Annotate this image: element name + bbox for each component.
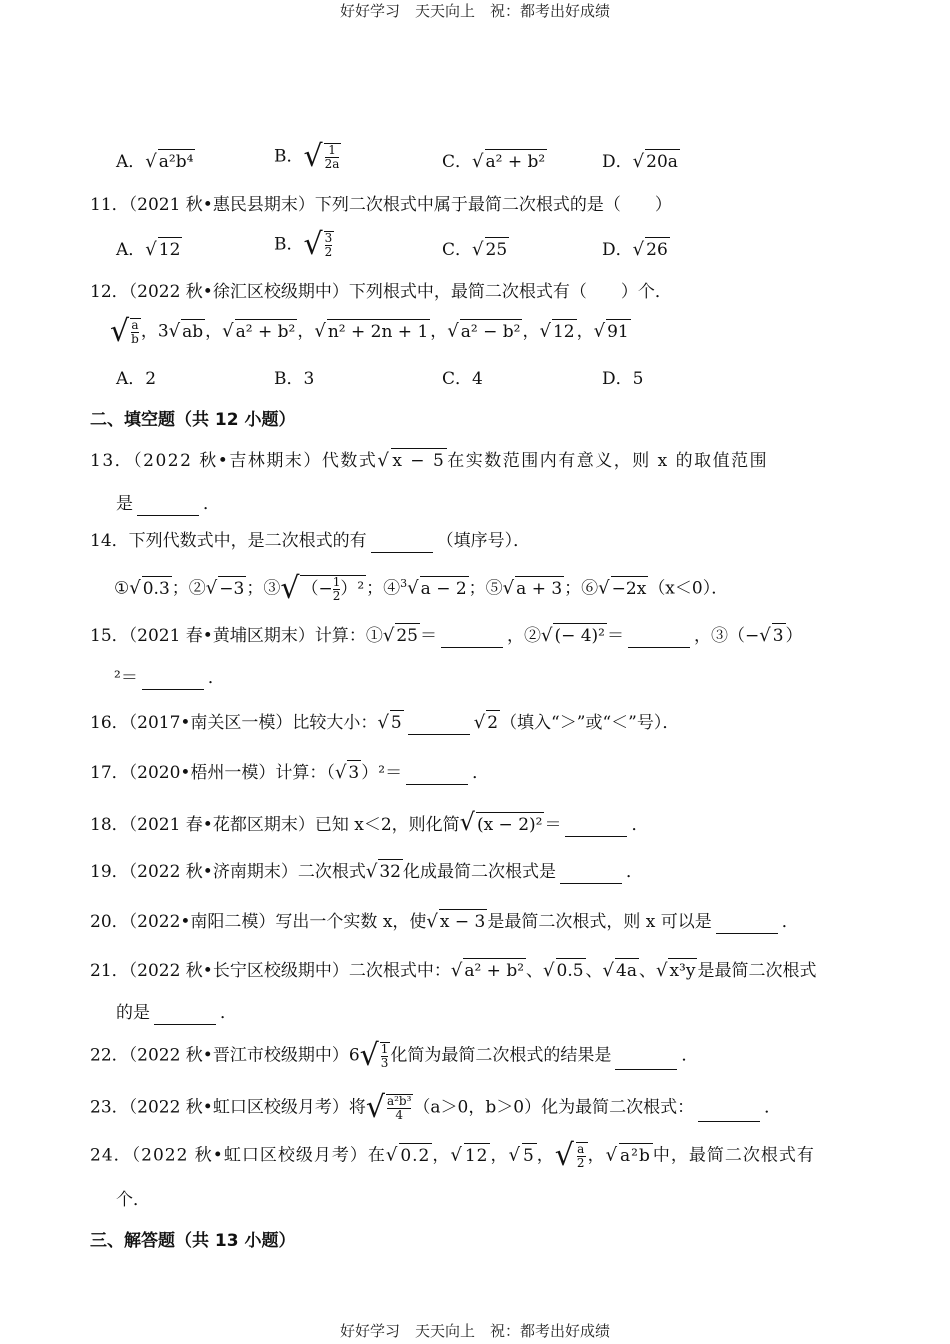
q24-line2: 个． xyxy=(116,1190,150,1210)
q21-line2: 的是 ． xyxy=(116,1003,237,1023)
q15-line2: ²＝ ． xyxy=(114,668,225,688)
q12-option-b[interactable]: B．3 xyxy=(274,369,315,389)
q16-answer-blank[interactable] xyxy=(408,718,470,735)
q24-stem: 24．（2022 秋•虹口区校级月考）在√ 0.2 ，√ 12 ，√ 5 ，√ $\frac{a}{2}$ ，√ a²b 中，最简二次根式有 xyxy=(90,1138,815,1173)
q11-option-a[interactable]: A．√ 12 xyxy=(116,239,181,260)
q17-stem: 17．（2020•梧州一模）计算：（√ 3 ）²＝ ． xyxy=(90,762,490,783)
q13-answer-blank[interactable] xyxy=(137,499,199,516)
section-3-heading: 三、解答题（共 13 小题） xyxy=(90,1231,296,1251)
q22-stem: 22．（2022 秋•晋江市校级期中）6√ $\frac{1}{3}$ 化简为最简二次根式的结果是 ． xyxy=(90,1038,699,1073)
q12-stem: 12．（2022 秋•徐汇区校级期中）下列根式中，最简二次根式有（ ）个． xyxy=(90,282,672,302)
q23-stem: 23．（2022 秋•虹口区校级月考）将√ $\frac{\text{a²b³}}{4}$ （a＞0，b＞0）化为最简二次根式： ． xyxy=(90,1090,782,1125)
q13-stem: 13．（2022 秋•吉林期末）代数式√ x − 5 在实数范围内有意义，则 x 的取值范围 xyxy=(90,450,769,471)
q16-stem: 16．（2017•南关区一模）比较大小：√ 5 √ 2 （填入“＞”或“＜”号）． xyxy=(90,712,680,733)
q15-blank-3[interactable] xyxy=(142,673,204,690)
q14-answer-blank[interactable] xyxy=(371,536,433,553)
q14-stem: 14．下列代数式中，是二次根式的有 （填序号）． xyxy=(90,531,531,551)
q15-stem: 15．（2021 春•黄埔区期末）计算：①√ 25 ＝ ，②√ (− 4)² ＝ ，③（−√ 3 ） xyxy=(90,625,803,646)
q18-stem: 18．（2021 春•花都区期末）已知 x＜2，则化简√ (x − 2)² ＝ ． xyxy=(90,808,649,836)
q10-option-b[interactable]: B．√ $\frac{1}{2a}$ xyxy=(274,139,340,174)
q12-expressions: √ $\frac{a}{b}$ ，3√ ab ，√ a² + b² ，√ n² + 2n + 1 ，√ a² − b² ，√ 12 ，√ 91 xyxy=(110,314,629,349)
q10-option-c[interactable]: C．√ a² + b² xyxy=(442,151,546,172)
q12-option-c[interactable]: C．4 xyxy=(442,369,483,389)
q14-items: ①√ 0.3 ；②√ −3 ；③√ （− $\frac{1}{2}$ ）² ；④$^3$√ a − 2 ；⑤√ a + 3 ；⑥√ −2x （x＜0）． xyxy=(114,571,729,607)
q19-stem: 19．（2022 秋•济南期末）二次根式√ 32 化成最简二次根式是 ． xyxy=(90,861,643,882)
q18-answer-blank[interactable] xyxy=(565,820,627,837)
q13-line2: 是 ． xyxy=(116,494,220,514)
q19-answer-blank[interactable] xyxy=(560,867,622,884)
q21-stem: 21．（2022 秋•长宁区校级期中）二次根式中：√ a² + b² 、√ 0.5 、√ 4a 、√ x³y 是最简二次根式 xyxy=(90,960,817,981)
q10-option-a[interactable]: A．√ a²b⁴ xyxy=(116,151,194,172)
page-footer: 好好学习 天天向上 祝：都考出好成绩 xyxy=(339,1322,610,1340)
page-header: 好好学习 天天向上 祝：都考出好成绩 xyxy=(339,2,610,20)
q17-answer-blank[interactable] xyxy=(406,768,468,785)
q11-option-b[interactable]: B．√ $\frac{3}{2}$ xyxy=(274,227,333,262)
q10-option-d[interactable]: D．√ 20a xyxy=(602,151,678,172)
q11-option-d[interactable]: D．√ 26 xyxy=(602,239,668,260)
q20-stem: 20．（2022•南阳二模）写出一个实数 x，使√ x − 3 是最简二次根式，则 x 可以是 ． xyxy=(90,911,799,932)
q23-answer-blank[interactable] xyxy=(698,1105,760,1122)
q15-blank-2[interactable] xyxy=(628,631,690,648)
q15-blank-1[interactable] xyxy=(441,631,503,648)
q20-answer-blank[interactable] xyxy=(716,917,778,934)
section-2-heading: 二、填空题（共 12 小题） xyxy=(90,410,296,430)
q11-option-c[interactable]: C．√ 25 xyxy=(442,239,508,260)
q12-option-d[interactable]: D．5 xyxy=(602,369,644,389)
q21-answer-blank[interactable] xyxy=(154,1008,216,1025)
q12-option-a[interactable]: A．2 xyxy=(116,369,157,389)
q11-stem: 11．（2021 秋•惠民县期末）下列二次根式中属于最简二次根式的是（ ） xyxy=(90,195,672,215)
q22-answer-blank[interactable] xyxy=(615,1053,677,1070)
